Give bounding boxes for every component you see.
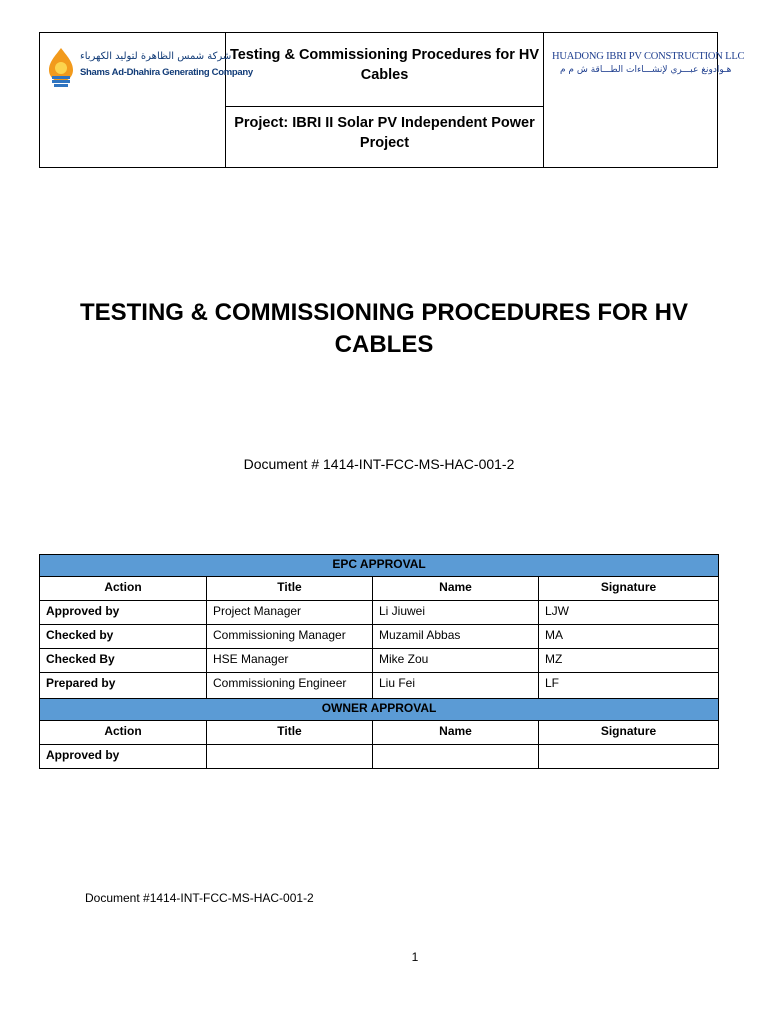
footer-document-ref: Document #1414-INT-FCC-MS-HAC-001-2 bbox=[85, 891, 314, 905]
table-row bbox=[40, 625, 719, 649]
column-header-action: Action bbox=[40, 577, 207, 601]
header-title-cell bbox=[226, 33, 544, 167]
row-name: Li Jiuwei bbox=[373, 601, 539, 625]
row-action: Checked By bbox=[40, 649, 207, 673]
table-row bbox=[40, 745, 719, 769]
header-project: Project: IBRI II Solar PV Independent Power Project bbox=[234, 115, 535, 151]
row-action: Prepared by bbox=[40, 673, 207, 699]
column-header-signature: Signature bbox=[539, 721, 719, 745]
owner-approval-heading: OWNER APPROVAL bbox=[40, 699, 719, 721]
row-title bbox=[207, 745, 373, 769]
row-title: Commissioning Engineer bbox=[207, 673, 373, 699]
company-name-arabic: شركة شمس الظاهرة لتوليد الكهرباء bbox=[80, 51, 232, 62]
row-name bbox=[373, 745, 539, 769]
row-title: Commissioning Manager bbox=[207, 625, 373, 649]
company-name-english: Shams Ad-Dhahira Generating Company bbox=[80, 67, 253, 78]
column-header-action: Action bbox=[40, 721, 207, 745]
row-signature: LJW bbox=[539, 601, 719, 625]
owner-column-header-row bbox=[40, 721, 719, 745]
row-title: Project Manager bbox=[207, 601, 373, 625]
column-header-title: Title bbox=[207, 721, 373, 745]
epc-column-header-row bbox=[40, 577, 719, 601]
table-row bbox=[40, 649, 719, 673]
owner-approval-heading-row bbox=[40, 699, 719, 721]
table-row bbox=[40, 673, 719, 699]
column-header-name: Name bbox=[373, 721, 539, 745]
row-name: Liu Fei bbox=[373, 673, 539, 699]
column-header-title: Title bbox=[207, 577, 373, 601]
header-doc-title: Testing & Commissioning Procedures for HV Cables bbox=[226, 33, 543, 107]
contractor-name-english: HUADONG IBRI PV CONSTRUCTION LLC bbox=[552, 51, 745, 62]
row-signature: LF bbox=[539, 673, 719, 699]
row-name: Mike Zou bbox=[373, 649, 539, 673]
table-row bbox=[40, 601, 719, 625]
column-header-signature: Signature bbox=[539, 577, 719, 601]
page-title: TESTING & COMMISSIONING PROCEDURES FOR HV CABLES bbox=[79, 299, 689, 358]
page-number: 1 bbox=[411, 950, 419, 964]
row-title: HSE Manager bbox=[207, 649, 373, 673]
column-header-name: Name bbox=[373, 577, 539, 601]
contractor-logo-cell bbox=[544, 33, 745, 167]
approval-table bbox=[39, 554, 719, 769]
row-action: Approved by bbox=[40, 601, 207, 625]
sun-drop-logo-icon bbox=[47, 46, 75, 88]
row-signature: MZ bbox=[539, 649, 719, 673]
row-signature: MA bbox=[539, 625, 719, 649]
row-name: Muzamil Abbas bbox=[373, 625, 539, 649]
row-signature bbox=[539, 745, 719, 769]
document-number: Document # 1414-INT-FCC-MS-HAC-001-2 bbox=[243, 456, 515, 472]
contractor-name-arabic: هـوادونغ عبـــري لإنشـــاءات الطـــاقة ش م م bbox=[560, 65, 732, 75]
company-logo-cell bbox=[40, 33, 253, 167]
document-header bbox=[39, 32, 745, 168]
row-action: Approved by bbox=[40, 745, 207, 769]
row-action: Checked by bbox=[40, 625, 207, 649]
epc-approval-heading: EPC APPROVAL bbox=[40, 555, 719, 577]
epc-approval-heading-row bbox=[40, 555, 719, 577]
